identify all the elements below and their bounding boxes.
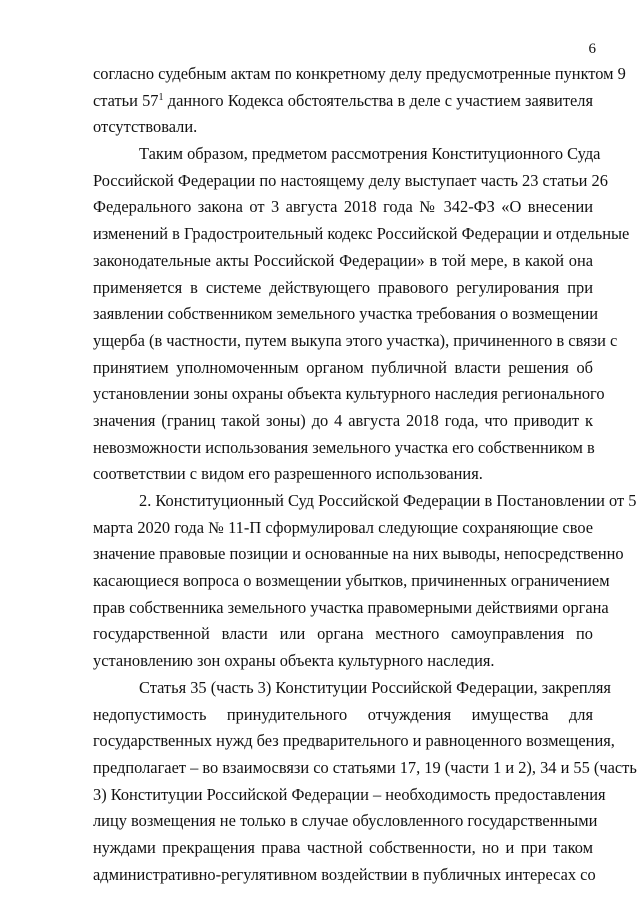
text-line: марта 2020 года № 11-П сформулировал следующие сохраняющие свое — [93, 517, 593, 537]
text-line: изменений в Градостроительный кодекс Российской Федерации и отдельные — [93, 224, 630, 244]
text-line: законодательные акты Российской Федерации» в той мере, в какой она — [93, 250, 593, 270]
text-line: недопустимость принудительного отчуждения имущества для — [93, 704, 593, 724]
text-line: нуждами прекращения права частной собственности, но и при таком — [93, 837, 593, 857]
text-line: ущерба (в частности, путем выкупа этого участка), причиненного в связи с — [93, 330, 618, 350]
text-line: лицу возмещения не только в случае обусловленного государственными — [93, 811, 598, 831]
text-line: Статья 35 (часть 3) Конституции Российской Федерации, закрепляя — [139, 677, 611, 697]
text-line: значения (границ такой зоны) до 4 августа 2018 года, что приводит к — [93, 410, 593, 430]
text-line: значение правовые позиции и основанные на них выводы, непосредственно — [93, 544, 624, 564]
text-line: 2. Конституционный Суд Российской Федерации в Постановлении от 5 — [139, 491, 637, 510]
text-line: 3) Конституции Российской Федерации – необходимость предоставления — [93, 784, 606, 804]
text-line: Российской Федерации по настоящему делу выступает часть 23 статьи 26 — [93, 170, 608, 190]
text-line: согласно судебным актам по конкретному делу предусмотренные пунктом 9 — [93, 64, 626, 83]
page-number: 6 — [588, 41, 596, 57]
text-line: отсутствовали. — [93, 117, 198, 137]
text-line: административно-регулятивном воздействии в публичных интересах со — [93, 864, 596, 884]
text-line: заявлении собственником земельного участка требования о возмещении — [93, 304, 599, 324]
text-line — [93, 88, 593, 115]
text-line: установлению зон охраны объекта культурного наследия. — [93, 651, 495, 671]
text-line: прав собственника земельного участка правомерными действиями органа — [93, 597, 609, 617]
text-line: Федерального закона от 3 августа 2018 года № 342-ФЗ «О внесении — [93, 197, 593, 217]
text-line: установлении зоны охраны объекта культурного наследия регионального — [93, 384, 605, 404]
text-line: Таким образом, предметом рассмотрения Конституционного Суда — [139, 144, 601, 164]
text-line: принятием уполномоченным органом публичной власти решения об — [93, 357, 593, 377]
text-line: невозможности использования земельного участка его собственником в — [93, 437, 595, 457]
text-line: предполагает – во взаимосвязи со статьями 17, 19 (части 1 и 2), 34 и 55 (часть — [93, 757, 637, 777]
text-line: касающиеся вопроса о возмещении убытков, причиненных ограничением — [93, 571, 610, 591]
text-line: государственной власти или органа местного самоуправления по — [93, 624, 593, 644]
paragraph-1 — [93, 61, 626, 141]
paragraph-2 — [93, 141, 630, 488]
document-body — [93, 61, 637, 888]
paragraph-3 — [93, 488, 637, 675]
text-line: государственных нужд без предварительного и равноценного возмещения, — [93, 731, 615, 751]
text-line: соответствии с видом его разрешенного использования. — [93, 464, 483, 484]
superscript: 1 — [158, 91, 164, 103]
text-fragment: данного Кодекса обстоятельства в деле с участием заявителя — [163, 90, 593, 110]
text-fragment: статьи 57 — [93, 90, 159, 110]
paragraph-4 — [93, 675, 637, 889]
text-line: применяется в системе действующего правового регулирования при — [93, 277, 593, 297]
